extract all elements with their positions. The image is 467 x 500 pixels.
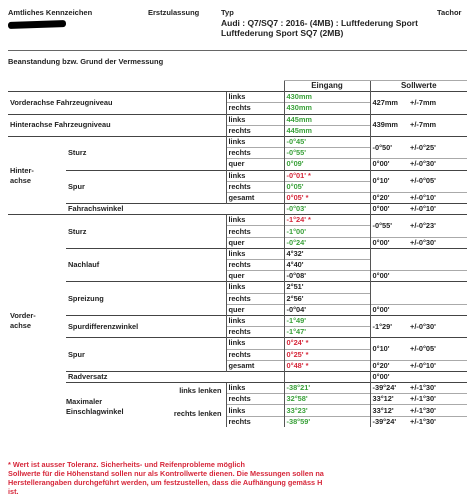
nominal-value: 0°10' — [370, 170, 408, 192]
nominal-value: 439mm — [370, 114, 408, 136]
measured-value: -0°24' — [284, 237, 370, 248]
table-row — [8, 315, 467, 326]
kingpin-label: Spreizung — [66, 282, 226, 316]
table-row — [8, 338, 467, 349]
table-row — [8, 136, 467, 147]
measured-value: 33°23' — [284, 405, 370, 416]
nominal-value: 427mm — [370, 92, 408, 114]
side-label: rechts — [226, 103, 284, 114]
measured-value: 2°51' — [284, 282, 370, 293]
side-label: links — [226, 338, 284, 349]
front-camber-label: Sturz — [66, 215, 226, 249]
right-lock-label: rechts lenken — [173, 409, 222, 419]
header-divider — [8, 50, 467, 51]
plate-label: Amtliches Kennzeichen — [8, 8, 93, 17]
measured-value: 0°25' * — [284, 349, 370, 360]
side-label: links — [226, 248, 284, 259]
vehicle-line-1: Audi : Q7/SQ7 : 2016- (4MB) : Luftfederung Sport — [221, 18, 418, 28]
rear-height-label: Hinterachse Fahrzeugniveau — [8, 114, 226, 136]
measured-value: -0°08' — [284, 271, 370, 282]
front-axle-label-2: achse — [10, 321, 31, 331]
sollwerte-header: Sollwerte — [370, 81, 467, 92]
footnote-line-4: ist. — [8, 487, 19, 496]
nominal-value: 0°00' — [370, 304, 408, 315]
front-axle-label-1: Vorder- — [10, 311, 36, 321]
side-label: links — [226, 315, 284, 326]
left-lock-label: links lenken — [179, 386, 222, 396]
table-row — [8, 383, 467, 394]
side-label: rechts — [226, 327, 284, 338]
nominal-value: 0°10' — [370, 338, 408, 360]
side-label: quer — [226, 159, 284, 170]
footnote-line-1: * Wert ist ausser Toleranz. Sicherheits- und Reifenprobleme möglich — [8, 460, 245, 469]
side-label: rechts — [226, 181, 284, 192]
vehicle-type — [221, 18, 467, 38]
front-toe-label: Spur — [66, 338, 226, 372]
eingang-header: Eingang — [284, 81, 370, 92]
footnote — [8, 460, 467, 496]
side-label: gesamt — [226, 192, 284, 203]
table-row — [8, 92, 467, 103]
vehicle-line-2: Luftfederung Sport SQ7 (2MB) — [221, 28, 344, 38]
measured-value: 0°05' * — [284, 192, 370, 203]
measured-value: 430mm — [284, 103, 370, 114]
measured-value: 430mm — [284, 92, 370, 103]
tolerance-value: +/-0°05' — [408, 170, 467, 192]
nominal-value: 0°00' — [370, 271, 408, 282]
rear-axle-label — [8, 136, 66, 214]
side-label: quer — [226, 237, 284, 248]
nominal-value: 0°00' — [370, 371, 408, 382]
side-label: rechts — [226, 148, 284, 159]
nominal-value: 0°00' — [370, 204, 408, 215]
measured-value: 445mm — [284, 125, 370, 136]
measured-value: -1°47' — [284, 327, 370, 338]
side-label: rechts — [226, 394, 284, 405]
side-label: quer — [226, 271, 284, 282]
table-row — [8, 204, 467, 215]
redacted-plate — [8, 20, 66, 29]
tolerance-value: +/-1°30' — [408, 383, 467, 394]
footnote-line-3: Herstellerangaben durchgeführt werden, um festzustellen, dass die Aufhängung gemäss H — [8, 478, 323, 487]
tolerance-value: +/-1°30' — [408, 394, 467, 405]
tolerance-value: +/-0°05' — [408, 338, 467, 360]
tolerance-value: +/-0°25' — [408, 136, 467, 158]
side-label: rechts — [226, 260, 284, 271]
tolerance-value: +/-0°10' — [408, 360, 467, 371]
thrust-angle-label: Fahrachswinkel — [66, 204, 284, 215]
side-label: links — [226, 114, 284, 125]
measured-value: 4°32' — [284, 248, 370, 259]
caster-label: Nachlauf — [66, 248, 226, 282]
registration-label: Erstzulassung — [148, 8, 200, 17]
measured-value: -0°03' — [284, 204, 370, 215]
measured-value: 0°24' * — [284, 338, 370, 349]
tolerance-value: +/-1°30' — [408, 416, 467, 427]
side-label: rechts — [226, 349, 284, 360]
side-label: links — [226, 282, 284, 293]
measured-value: -0°04' — [284, 304, 370, 315]
rear-toe-label: Spur — [66, 170, 226, 204]
measured-value: -1°49' — [284, 315, 370, 326]
tacho-label: Tachor — [437, 8, 462, 17]
rear-axle-label-1: Hinter- — [10, 165, 34, 175]
rear-axle-label-2: achse — [10, 175, 31, 185]
nominal-value: -39°24' — [370, 416, 408, 427]
max-steer-label — [66, 383, 226, 427]
tolerance-value: +/-0°30' — [408, 237, 467, 248]
measured-value: -0°45' — [284, 136, 370, 147]
tolerance-value: +/-0°30' — [408, 315, 467, 337]
tolerance-value: +/-7mm — [408, 92, 467, 114]
nominal-value: -0°50' — [370, 136, 408, 158]
side-label: rechts — [226, 293, 284, 304]
side-label: links — [226, 215, 284, 226]
side-label: rechts — [226, 226, 284, 237]
table-row — [8, 248, 467, 259]
measurement-table — [8, 80, 467, 427]
tolerance-value: +/-7mm — [408, 114, 467, 136]
measured-value: 0°05' — [284, 181, 370, 192]
measured-value: -38°59' — [284, 416, 370, 427]
table-row — [8, 371, 467, 382]
side-label: links — [226, 92, 284, 103]
nominal-value: 0°00' — [370, 159, 408, 170]
side-label: quer — [226, 304, 284, 315]
measured-value: -1°00' — [284, 226, 370, 237]
toe-out-label: Spurdifferenzwinkel — [66, 315, 226, 337]
nominal-value: -1°29' — [370, 315, 408, 337]
side-label: links — [226, 405, 284, 416]
side-label: links — [226, 383, 284, 394]
footnote-line-2: Sollwerte für die Höhenstand sollen nur als Kontrollwerte dienen. Die Messungen sollen na — [8, 469, 324, 478]
nominal-value: 0°20' — [370, 192, 408, 203]
max-steer-label-1: Maximaler — [66, 397, 103, 407]
type-label: Typ — [221, 8, 234, 17]
side-label: rechts — [226, 416, 284, 427]
complaint-label: Beanstandung bzw. Grund der Vermessung — [8, 57, 164, 66]
front-axle-label — [8, 215, 66, 427]
measured-value: 0°48' * — [284, 360, 370, 371]
measured-value: 4°40' — [284, 260, 370, 271]
side-label: links — [226, 170, 284, 181]
column-header-row — [8, 81, 467, 92]
front-height-label: Vorderachse Fahrzeugniveau — [8, 92, 226, 114]
setback-label: Radversatz — [66, 371, 284, 382]
rear-camber-label: Sturz — [66, 136, 226, 170]
max-steer-label-2: Einschlagwinkel — [66, 407, 124, 417]
side-label: rechts — [226, 125, 284, 136]
tolerance-value: +/-0°10' — [408, 204, 467, 215]
table-row — [8, 114, 467, 125]
measured-value: -0°01' * — [284, 170, 370, 181]
measured-value: 445mm — [284, 114, 370, 125]
table-row — [8, 170, 467, 181]
measured-value: 0°09' — [284, 159, 370, 170]
side-label: links — [226, 136, 284, 147]
measured-value: -0°55' — [284, 148, 370, 159]
nominal-value: 33°12' — [370, 394, 408, 405]
nominal-value: 0°20' — [370, 360, 408, 371]
table-row — [8, 215, 467, 226]
side-label: gesamt — [226, 360, 284, 371]
tolerance-value: +/-1°30' — [408, 405, 467, 416]
table-row — [8, 282, 467, 293]
nominal-value: -0°55' — [370, 215, 408, 237]
measured-value: 2°56' — [284, 293, 370, 304]
tolerance-value: +/-0°30' — [408, 159, 467, 170]
nominal-value: 0°00' — [370, 237, 408, 248]
measured-value: -38°21' — [284, 383, 370, 394]
nominal-value: -39°24' — [370, 383, 408, 394]
tolerance-value: +/-0°10' — [408, 192, 467, 203]
nominal-value: 33°12' — [370, 405, 408, 416]
tolerance-value: +/-0°23' — [408, 215, 467, 237]
measured-value: 32°58' — [284, 394, 370, 405]
measured-value: -1°24' * — [284, 215, 370, 226]
